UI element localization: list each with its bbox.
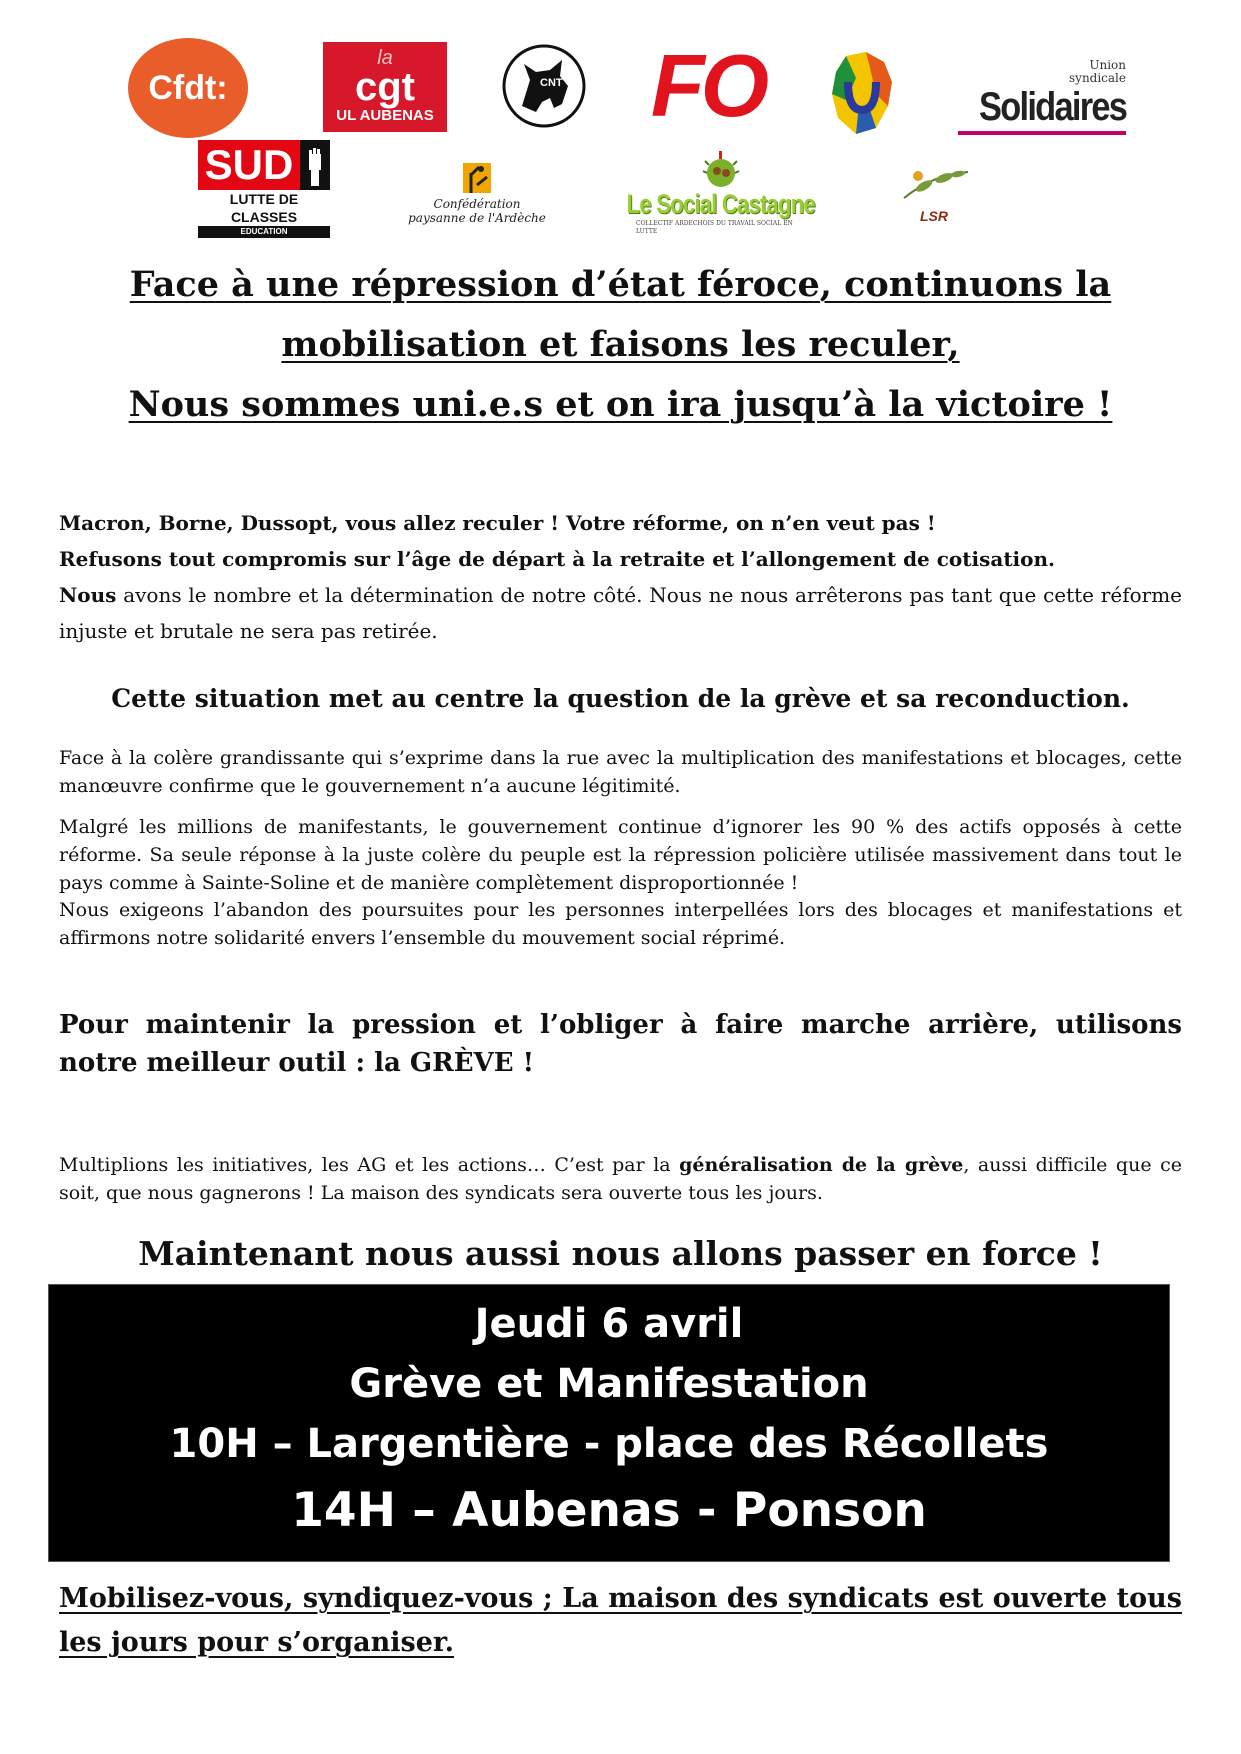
event-first-location: 10H – Largentière - place des Récollets [169, 1421, 1049, 1467]
title-line-2: mobilisation et faisons les reculer, [281, 324, 960, 365]
intro-paragraph [59, 505, 1182, 649]
event-box [48, 1284, 1170, 1562]
initiatives-before: Multiplions les initiatives, les AG et les actions… C’est par la [59, 1154, 680, 1176]
fsu-map-icon [826, 48, 898, 140]
solidaires-union-text: Union syndicale [1069, 58, 1126, 85]
paragraph-colere: Face à la colère grandissante qui s’exprime dans la rue avec la multiplication des manifestations et blocages, cette manœuvre confirme que le gouvernement n’a aucune légitimité. [59, 747, 1182, 797]
intro-line-1: Macron, Borne, Dussopt, vous allez reculer ! Votre réforme, on n’en veut pas ! [59, 511, 936, 535]
section-heading-greve: Cette situation met au centre la question de la grève et sa reconduction. [111, 684, 1130, 713]
event-second-location: 14H – Aubenas - Ponson [291, 1483, 927, 1538]
cgt-logo-la: la [377, 47, 393, 69]
intro-line-2: Refusons tout compromis sur l’âge de départ à la retraite et l’allongement de cotisation. [59, 547, 1055, 571]
intro-rest: avons le nombre et la détermination de notre côté. Nous ne nous arrêterons pas tant que cette réforme injuste et brutale ne sera pas retirée. [59, 583, 1182, 643]
passer-en-force-heading: Maintenant nous aussi nous allons passer en force ! [138, 1234, 1103, 1273]
cgt-logo-name: cgt [355, 65, 415, 109]
title-line-1: Face à une répression d’état féroce, continuons la [129, 264, 1112, 305]
social-castagne-logo [626, 148, 816, 236]
paragraph-poursuites: Nous exigeons l’abandon des poursuites pour les personnes interpellées lors des blocages et manifestations et affirmons notre solidarité envers l’ensemble du mouvement social réprimé. [59, 899, 1182, 949]
fo-logo [650, 36, 766, 135]
fsu-logo [826, 48, 898, 140]
solidaires-name: Solidaires [978, 85, 1126, 129]
sud-logo-lutte: LUTTE DE CLASSES [229, 191, 299, 225]
chestnut-icon [699, 149, 743, 189]
paragraph-repression: Malgré les millions de manifestants, le gouvernement continue d’ignorer les 90 % des actifs opposés à cette réforme. Sa seule réponse à la juste colère du peuple est la répression policière utilisée massivement dans tout le pays comme à Sainte-Soline et de manière complètement disproportionnée ! [59, 816, 1182, 894]
paragraph-pression: Pour maintenir la pression et l’obliger à faire marche arrière, utilisons notre meilleur outil : la GRÈVE ! [59, 1010, 1182, 1078]
confederation-paysanne-text: Confédération paysanne de l'Ardèche [408, 197, 546, 225]
fo-logo-text: FO [650, 36, 766, 135]
confederation-paysanne-icon [457, 155, 497, 197]
event-type: Grève et Manifestation [349, 1361, 869, 1407]
initiatives-after: , aussi difficile que ce soit, que nous gagnerons ! La maison des syndicats sera ouverte tous les jours. [59, 1154, 1182, 1204]
page-title [60, 255, 1181, 435]
title-line-3: Nous sommes uni.e.s et on ira jusqu’à la victoire ! [128, 384, 1113, 425]
initiatives-bold: généralisation de la grève [679, 1154, 964, 1176]
social-castagne-name: Le Social Castagne [626, 188, 816, 219]
sud-logo-education: EDUCATION [198, 226, 330, 238]
solidaires-logo [950, 52, 1126, 142]
social-castagne-sub: COLLECTIF ARDECHOIS DU TRAVAIL SOCIAL EN LUTTE [636, 219, 793, 235]
event-date: Jeudi 6 avril [474, 1301, 744, 1347]
lsr-logo [890, 150, 978, 238]
cgt-logo [323, 42, 447, 132]
sud-logo [198, 141, 330, 236]
confederation-paysanne-logo [408, 150, 546, 230]
cfdt-logo-text: Cfdt: [148, 68, 228, 107]
black-cat-icon [500, 42, 588, 130]
sud-logo-name: SUD [198, 140, 300, 190]
paragraph-initiatives [59, 1151, 1182, 1207]
lsr-logo-text: LSR [920, 208, 948, 224]
footer-call [59, 1577, 1182, 1665]
olive-branch-icon [894, 164, 974, 208]
solidaires-underline [958, 131, 1126, 135]
cnt-logo-text: CNT [540, 77, 563, 89]
raised-fist-icon [300, 140, 330, 190]
intro-nous: Nous [59, 583, 117, 607]
cnt-logo [500, 42, 588, 130]
cfdt-logo [128, 38, 248, 138]
footer-text: Mobilisez-vous, syndiquez-vous ; La maison des syndicats est ouverte tous les jours pour s’organiser. [59, 1583, 1182, 1658]
intro-line-3 [59, 577, 1182, 649]
cgt-logo-ul: UL AUBENAS [336, 107, 434, 124]
